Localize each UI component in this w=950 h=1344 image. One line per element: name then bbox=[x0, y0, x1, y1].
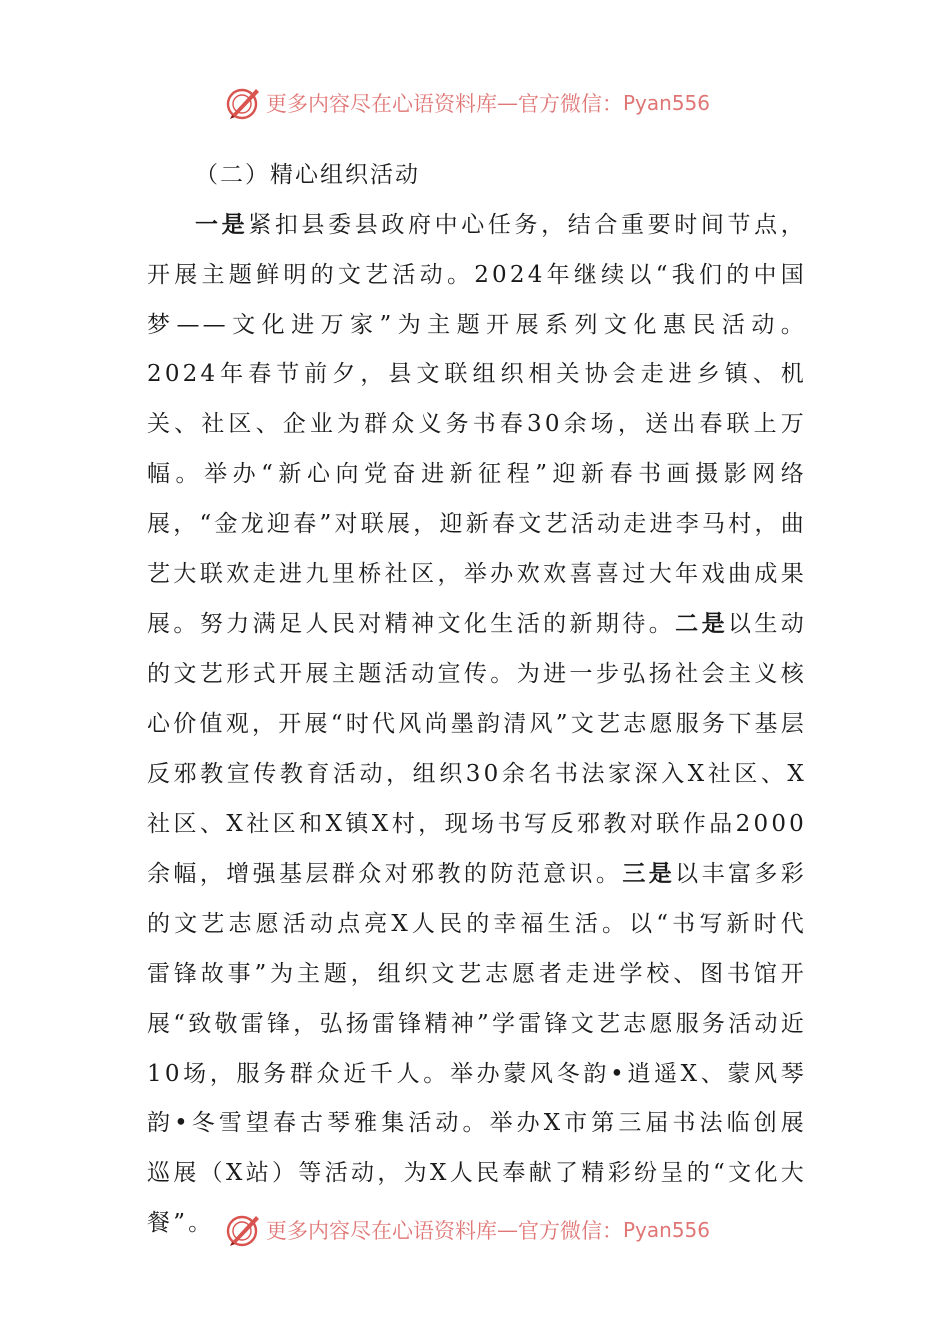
paragraph-part-3: 以丰富多彩的文艺志愿活动点亮X人民的幸福生活。以“书写新时代雷锋故事”为主题，组织文艺志愿者走进学校、图书馆开展“致敬雷锋，弘扬雷锋精神”学雷锋文艺志愿服务活动近10场，服务群众近千人。举办蒙风冬韵•逍遥X、蒙风琴韵•冬雪望春古琴雅集活动。举办X市第三届书法临创展巡展（X站）等活动，为X人民奉献了精彩纷呈的“文化大餐”。 bbox=[147, 861, 808, 1236]
footer-watermark bbox=[226, 1210, 710, 1250]
pen-logo-icon bbox=[226, 85, 262, 121]
watermark-handle: Pyan556 bbox=[623, 91, 711, 115]
watermark-text: 更多内容尽在心语资料库 bbox=[266, 92, 497, 116]
body-paragraph bbox=[147, 200, 807, 1249]
watermark-handle: Pyan556 bbox=[623, 1218, 711, 1242]
watermark-label: 官方微信： bbox=[518, 92, 623, 116]
lead-third: 三是 bbox=[622, 860, 676, 888]
lead-first: 一是 bbox=[195, 211, 249, 238]
paragraph-part-2: 以生动的文艺形式开展主题活动宣传。为进一步弘扬社会主义核心价值观，开展“时代风尚墨韵清风”文艺志愿服务下基层反邪教宣传教育活动，组织30余名书法家深入X社区、X社区、X社区和X镇X村，现场书写反邪教对联作品2000余幅，增强基层群众对邪教的防范意识。 bbox=[147, 611, 807, 888]
document-body bbox=[147, 150, 807, 1249]
watermark-separator: — bbox=[497, 1218, 518, 1242]
section-heading: （二）精心组织活动 bbox=[195, 162, 420, 188]
watermark-text: 更多内容尽在心语资料库 bbox=[266, 1219, 497, 1243]
watermark-separator: — bbox=[497, 91, 518, 115]
watermark-label: 官方微信： bbox=[518, 1219, 623, 1243]
lead-second: 二是 bbox=[675, 610, 728, 638]
pen-logo-icon bbox=[226, 1212, 262, 1248]
header-watermark bbox=[226, 83, 710, 123]
paragraph-part-1: 紧扣县委县政府中心任务，结合重要时间节点，开展主题鲜明的文艺活动。2024年继续以“我们的中国梦——文化进万家”为主题开展系列文化惠民活动。2024年春节前夕，县文联组织相关协会走进乡镇、机关、社区、企业为群众义务书春30余场，送出春联上万幅。举办“新心向党奋进新征程”迎新春书画摄影网络展，“金龙迎春”对联展，迎新春文艺活动走进李马村，曲艺大联欢走进九里桥社区，举办欢欢喜喜过大年戏曲成果展。努力满足人民对精神文化生活的新期待。 bbox=[147, 212, 808, 638]
